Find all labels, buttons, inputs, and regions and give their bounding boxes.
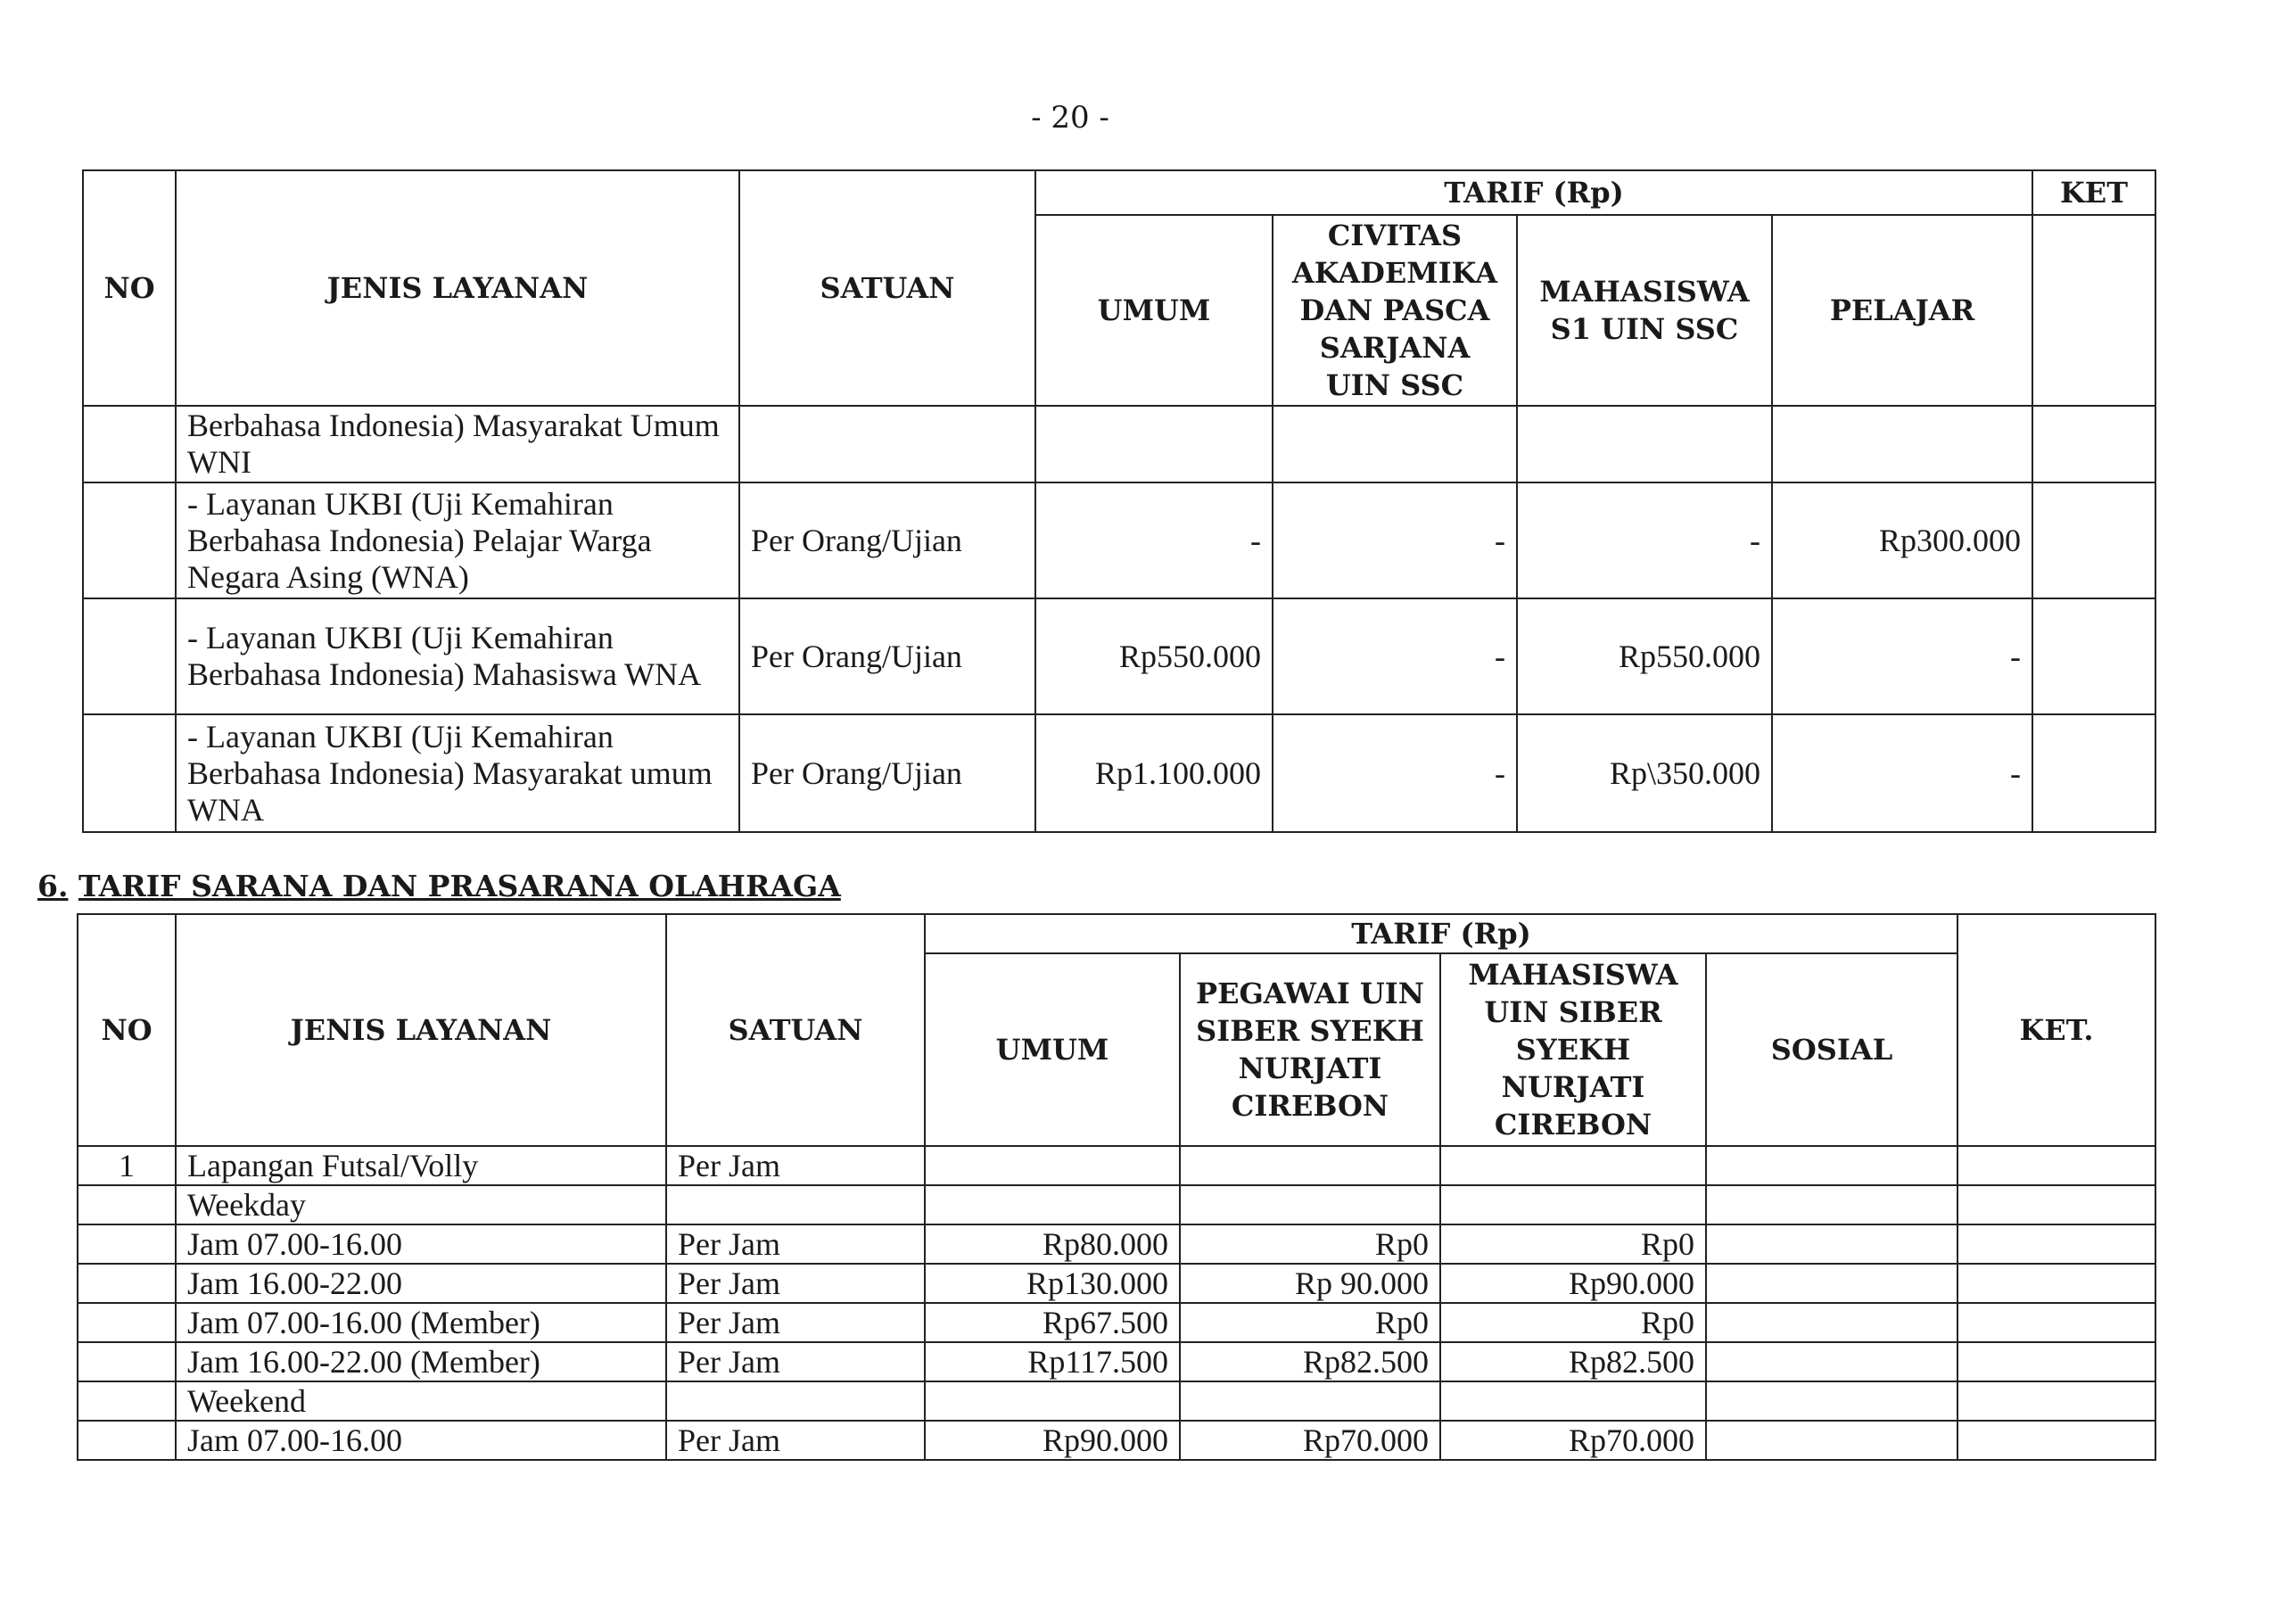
cell-ket xyxy=(1957,1146,2155,1185)
header-ket-blank xyxy=(2032,215,2155,406)
cell-satuan: Per Jam xyxy=(666,1146,925,1185)
cell-mahasiswa: Rp82.500 xyxy=(1440,1342,1706,1381)
cell-sosial xyxy=(1706,1421,1957,1460)
cell-umum: Rp80.000 xyxy=(925,1224,1180,1264)
table-row xyxy=(78,1381,2155,1421)
cell-mahasiswa: - xyxy=(1517,482,1772,598)
table-row xyxy=(83,406,2155,482)
cell-sosial xyxy=(1706,1185,1957,1224)
header-jenis-layanan: JENIS LAYANAN xyxy=(176,170,739,406)
header-ket: KET xyxy=(2032,170,2155,215)
cell-ket xyxy=(1957,1381,2155,1421)
cell-no xyxy=(83,482,176,598)
cell-umum xyxy=(925,1185,1180,1224)
cell-mahasiswa xyxy=(1440,1381,1706,1421)
header-mahasiswa: MAHASISWA UIN SIBER SYEKH NURJATI CIREBON xyxy=(1440,953,1706,1146)
cell-umum: - xyxy=(1035,482,1273,598)
cell-jenis: Jam 16.00-22.00 xyxy=(176,1264,666,1303)
table-row xyxy=(78,1303,2155,1342)
header-umum: UMUM xyxy=(1035,215,1273,406)
cell-no xyxy=(78,1421,176,1460)
cell-jenis: Weekend xyxy=(176,1381,666,1421)
header-civitas: CIVITAS AKADEMIKA DAN PASCA SARJANA UIN SSC xyxy=(1273,215,1517,406)
cell-no xyxy=(78,1303,176,1342)
cell-mahasiswa: Rp\350.000 xyxy=(1517,714,1772,832)
cell-pegawai: Rp82.500 xyxy=(1180,1342,1440,1381)
cell-satuan: Per Jam xyxy=(666,1264,925,1303)
cell-ket xyxy=(2032,598,2155,714)
cell-civitas xyxy=(1273,406,1517,482)
cell-umum xyxy=(925,1381,1180,1421)
header-ket: KET. xyxy=(1957,914,2155,1146)
cell-satuan: Per Orang/Ujian xyxy=(739,714,1035,832)
cell-jenis: Jam 07.00-16.00 xyxy=(176,1421,666,1460)
cell-mahasiswa xyxy=(1440,1185,1706,1224)
cell-ket xyxy=(1957,1421,2155,1460)
cell-sosial xyxy=(1706,1224,1957,1264)
cell-pegawai xyxy=(1180,1146,1440,1185)
cell-pelajar: - xyxy=(1772,598,2032,714)
cell-no xyxy=(78,1224,176,1264)
cell-umum: Rp117.500 xyxy=(925,1342,1180,1381)
cell-no xyxy=(83,406,176,482)
cell-umum: Rp90.000 xyxy=(925,1421,1180,1460)
cell-sosial xyxy=(1706,1146,1957,1185)
section-title: TARIF SARANA DAN PRASARANA OLAHRAGA xyxy=(78,869,841,903)
cell-umum xyxy=(1035,406,1273,482)
cell-mahasiswa xyxy=(1517,406,1772,482)
cell-ket xyxy=(2032,714,2155,832)
cell-satuan: Per Orang/Ujian xyxy=(739,482,1035,598)
table-row xyxy=(83,482,2155,598)
header-no: NO xyxy=(83,170,176,406)
cell-no xyxy=(78,1185,176,1224)
cell-mahasiswa: Rp550.000 xyxy=(1517,598,1772,714)
cell-jenis: - Layanan UKBI (Uji Kemahiran Berbahasa Indonesia) Pelajar Warga Negara Asing (WNA) xyxy=(176,482,739,598)
table-sports-facility-tariffs xyxy=(77,913,2156,1461)
cell-satuan: Per Jam xyxy=(666,1224,925,1264)
header-mahasiswa: MAHASISWA S1 UIN SSC xyxy=(1517,215,1772,406)
cell-no xyxy=(78,1381,176,1421)
cell-umum: Rp550.000 xyxy=(1035,598,1273,714)
cell-ket xyxy=(2032,482,2155,598)
cell-pelajar xyxy=(1772,406,2032,482)
cell-sosial xyxy=(1706,1303,1957,1342)
cell-jenis: - Layanan UKBI (Uji Kemahiran Berbahasa Indonesia) Masyarakat umum WNA xyxy=(176,714,739,832)
page-number: - 20 - xyxy=(1031,100,1109,136)
cell-jenis: Jam 07.00-16.00 xyxy=(176,1224,666,1264)
cell-satuan xyxy=(666,1185,925,1224)
table-ukbi-tariffs xyxy=(82,169,2156,833)
cell-civitas: - xyxy=(1273,482,1517,598)
header-sosial: SOSIAL xyxy=(1706,953,1957,1146)
header-tarif: TARIF (Rp) xyxy=(1035,170,2032,215)
table-row xyxy=(78,1342,2155,1381)
cell-jenis: Weekday xyxy=(176,1185,666,1224)
header-jenis-layanan: JENIS LAYANAN xyxy=(176,914,666,1146)
cell-ket xyxy=(1957,1303,2155,1342)
table-row xyxy=(83,714,2155,832)
cell-pegawai: Rp0 xyxy=(1180,1224,1440,1264)
cell-ket xyxy=(1957,1185,2155,1224)
cell-pelajar: Rp300.000 xyxy=(1772,482,2032,598)
cell-umum: Rp67.500 xyxy=(925,1303,1180,1342)
cell-umum: Rp1.100.000 xyxy=(1035,714,1273,832)
cell-satuan xyxy=(739,406,1035,482)
cell-jenis: - Layanan UKBI (Uji Kemahiran Berbahasa Indonesia) Mahasiswa WNA xyxy=(176,598,739,714)
table-row xyxy=(78,1146,2155,1185)
cell-pegawai xyxy=(1180,1185,1440,1224)
cell-sosial xyxy=(1706,1264,1957,1303)
cell-no xyxy=(83,714,176,832)
cell-ket xyxy=(1957,1264,2155,1303)
cell-no xyxy=(78,1264,176,1303)
table-row xyxy=(78,1264,2155,1303)
cell-civitas: - xyxy=(1273,598,1517,714)
header-no: NO xyxy=(78,914,176,1146)
section-number: 6. xyxy=(37,869,69,903)
header-satuan: SATUAN xyxy=(666,914,925,1146)
cell-jenis: Berbahasa Indonesia) Masyarakat Umum WNI xyxy=(176,406,739,482)
cell-civitas: - xyxy=(1273,714,1517,832)
cell-ket xyxy=(1957,1224,2155,1264)
cell-mahasiswa: Rp90.000 xyxy=(1440,1264,1706,1303)
cell-ket xyxy=(2032,406,2155,482)
cell-satuan: Per Jam xyxy=(666,1342,925,1381)
cell-satuan xyxy=(666,1381,925,1421)
cell-jenis: Jam 16.00-22.00 (Member) xyxy=(176,1342,666,1381)
header-pegawai: PEGAWAI UIN SIBER SYEKH NURJATI CIREBON xyxy=(1180,953,1440,1146)
cell-no: 1 xyxy=(78,1146,176,1185)
cell-satuan: Per Orang/Ujian xyxy=(739,598,1035,714)
cell-umum: Rp130.000 xyxy=(925,1264,1180,1303)
cell-jenis: Jam 07.00-16.00 (Member) xyxy=(176,1303,666,1342)
cell-pegawai xyxy=(1180,1381,1440,1421)
cell-mahasiswa: Rp0 xyxy=(1440,1224,1706,1264)
header-satuan: SATUAN xyxy=(739,170,1035,406)
header-tarif: TARIF (Rp) xyxy=(925,914,1957,953)
cell-sosial xyxy=(1706,1381,1957,1421)
cell-mahasiswa: Rp0 xyxy=(1440,1303,1706,1342)
cell-jenis: Lapangan Futsal/Volly xyxy=(176,1146,666,1185)
cell-no xyxy=(78,1342,176,1381)
cell-mahasiswa xyxy=(1440,1146,1706,1185)
cell-ket xyxy=(1957,1342,2155,1381)
table-row xyxy=(78,1421,2155,1460)
cell-mahasiswa: Rp70.000 xyxy=(1440,1421,1706,1460)
cell-pelajar: - xyxy=(1772,714,2032,832)
cell-satuan: Per Jam xyxy=(666,1303,925,1342)
header-pelajar: PELAJAR xyxy=(1772,215,2032,406)
table-row xyxy=(78,1185,2155,1224)
cell-umum xyxy=(925,1146,1180,1185)
cell-pegawai: Rp 90.000 xyxy=(1180,1264,1440,1303)
header-umum: UMUM xyxy=(925,953,1180,1146)
cell-satuan: Per Jam xyxy=(666,1421,925,1460)
cell-pegawai: Rp70.000 xyxy=(1180,1421,1440,1460)
section-heading xyxy=(37,869,841,903)
cell-pegawai: Rp0 xyxy=(1180,1303,1440,1342)
table-row xyxy=(78,1224,2155,1264)
cell-no xyxy=(83,598,176,714)
table-row xyxy=(83,598,2155,714)
cell-sosial xyxy=(1706,1342,1957,1381)
